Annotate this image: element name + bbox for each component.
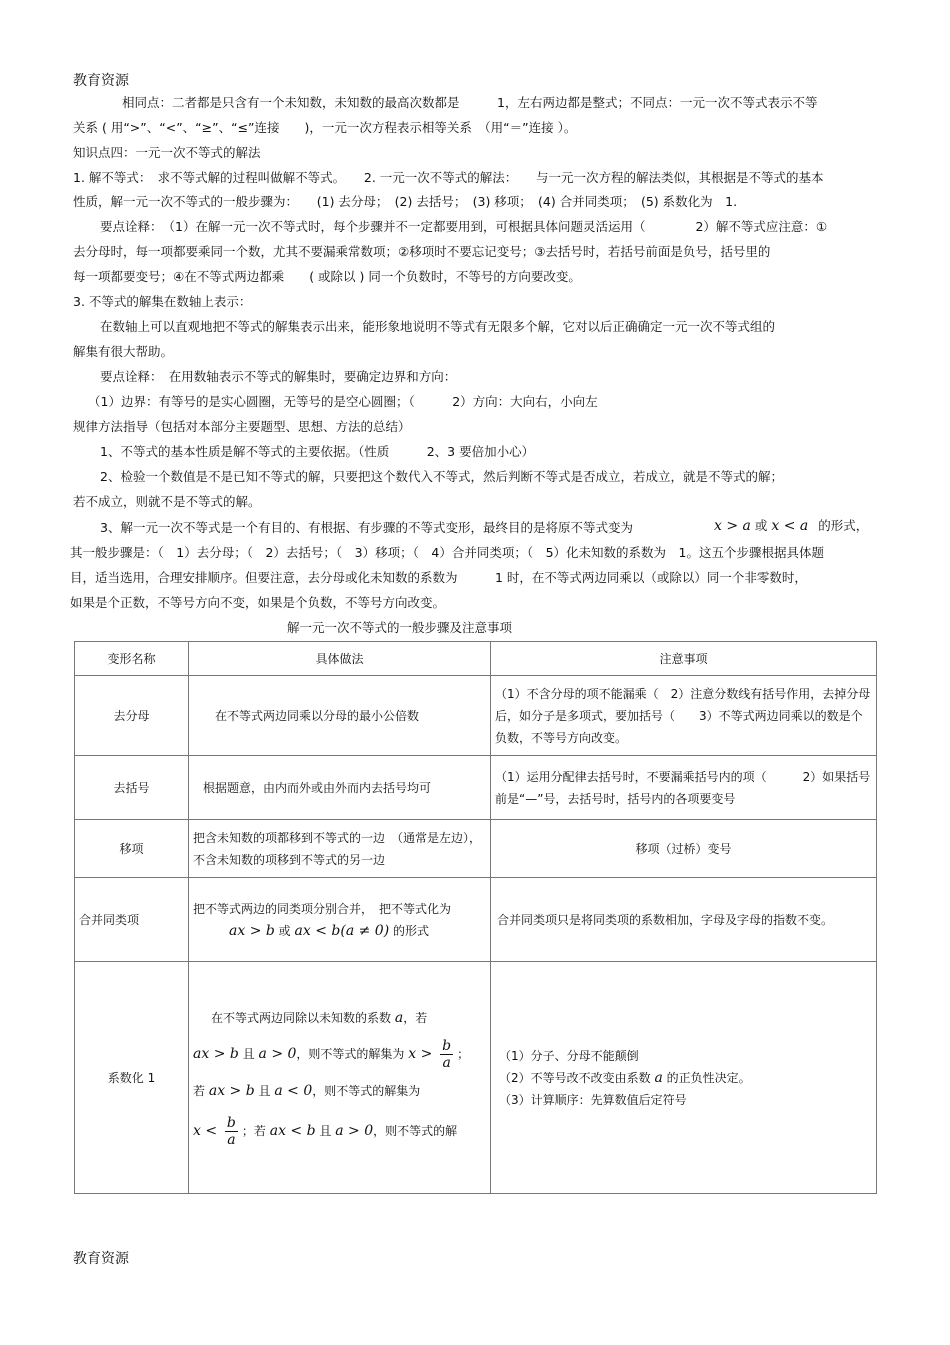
step-name: 合并同类项 [75, 878, 189, 962]
text-form: 的形式， [818, 518, 869, 533]
header-cell: 具体做法 [189, 642, 491, 676]
text-or: 或 [754, 518, 768, 533]
section-heading: 规律方法指导（包括对本部分主要题型、思想、方法的总结） [73, 419, 411, 434]
table-row [75, 820, 877, 878]
table-row [75, 756, 877, 820]
page-header: 教育资源 [73, 73, 129, 89]
step-note: （1）运用分配律去括号时，不要漏乘括号内的项（ 2）如果括号前是“—”号，去括号时，括号内的各项要变号 [491, 756, 877, 820]
text-line: 3、解一元一次不等式是一个有目的、有根据、有步骤的不等式变形，最终目的是将原不等式变为 [100, 520, 633, 535]
text-line: 在数轴上可以直观地把不等式的解集表示出来，能形象地说明不等式有无限多个解，它对以后正确确定一元一次不等式组的 [100, 319, 776, 334]
text-line: 要点诠释： 在用数轴表示不等式的解集时，要确定边界和方向： [100, 369, 457, 384]
step-method: 把含未知数的项都移到不等式的一边 （通常是左边），不含未知数的项移到不等式的另一边 [189, 820, 491, 878]
text-line: 关系 ( 用“>”、“<”、“≥”、“≤”连接 )，一元一次方程表示相等关系 （用“＝”连接 ）。 [73, 120, 577, 135]
text-line: 1. 解不等式： 求不等式解的过程叫做解不等式。 2. 一元一次不等式的解法： 与一元一次方程的解法类似，其根据是不等式的基本 [73, 170, 824, 185]
text-line: 相同点：二者都是只含有一个未知数，未知数的最高次数都是 1，左右两边都是整式；不同点：一元一次不等式表示不等 [122, 95, 818, 110]
note-line: （2）不等号改不改变由系数 a 的正负性决定。 [499, 1069, 751, 1086]
text-line: 要点诠释： （1）在解一元一次不等式时，每个步骤并不一定都要用到，可根据具体问题灵活运用（ 2）解不等式应注意：① [100, 219, 828, 234]
method-line: 在不等式两边同除以未知数的系数 a，若 [211, 1009, 428, 1026]
math-expr: ax > b [229, 922, 275, 939]
table-caption: 解一元一次不等式的一般步骤及注意事项 [287, 620, 513, 635]
page-footer: 教育资源 [73, 1251, 129, 1267]
step-name: 移项 [75, 820, 189, 878]
steps-table [74, 641, 877, 1194]
method-line: ax > b 且 a > 0，则不等式的解集为 x > $\frac{b}{a}$ ； [193, 1037, 470, 1071]
method-line [193, 920, 486, 942]
step-note [491, 962, 877, 1194]
table-row [75, 878, 877, 962]
math-inline [714, 517, 868, 535]
step-method: 在不等式两边同乘以分母的最小公倍数 [189, 676, 491, 756]
method-line: x < $\frac{b}{a}$ ；若 ax < b 且 a > 0，则不等式的解 [193, 1114, 458, 1148]
text-line: 每一项都要变号；④在不等式两边都乘 ( 或除以 ) 同一个负数时，不等号的方向要改变。 [73, 269, 581, 284]
step-note: （1）不含分母的项不能漏乘（ 2）注意分数线有括号作用，去掉分母后，如分子是多项式，要加括号（ 3）不等式两边同乘以的数是个负数，不等号方向改变。 [491, 676, 877, 756]
step-method [189, 962, 491, 1194]
math-expr: ax < b(a ≠ 0) [294, 922, 390, 939]
section-heading: 3. 不等式的解集在数轴上表示： [73, 294, 252, 309]
header-cell: 注意事项 [491, 642, 877, 676]
text-line: 性质，解一元一次不等式的一般步骤为： (1) 去分母； (2) 去括号； (3) 移项； (4) 合并同类项； (5) 系数化为 1. [73, 194, 738, 209]
math-a: a [394, 1009, 404, 1026]
math-x-lt-a: x < a [771, 518, 809, 534]
step-name: 去分母 [75, 676, 189, 756]
text-form: 的形式 [393, 923, 430, 938]
text-line: 目，适当选用，合理安排顺序。但要注意，去分母或化未知数的系数为 1 时，在不等式两边同乘以（或除以）同一个非零数时， [70, 570, 807, 585]
step-name: 去括号 [75, 756, 189, 820]
method-line: 把不等式两边的同类项分别合并， 把不等式化为 [193, 901, 452, 916]
text-or: 或 [278, 923, 291, 938]
note-line: （1）分子、分母不能颠倒 [499, 1048, 639, 1063]
table-row [75, 676, 877, 756]
step-method [189, 878, 491, 962]
text-line: 解集有很大帮助。 [73, 344, 174, 359]
text-line: （1）边界：有等号的是实心圆圈，无等号的是空心圆圈；（ 2）方向：大向右，小向左 [88, 394, 598, 409]
text-line: 如果是个正数，不等号方向不变，如果是个负数，不等号方向改变。 [70, 595, 446, 610]
step-note: 合并同类项只是将同类项的系数相加，字母及字母的指数不变。 [491, 878, 877, 962]
fraction-b-over-a: $\frac{b}{a}$ [442, 1037, 452, 1071]
table-header-row [75, 642, 877, 676]
text-line: 2、检验一个数值是不是已知不等式的解，只要把这个数代入不等式，然后判断不等式是否成立，若成立，就是不等式的解； [100, 469, 783, 484]
text-line: 若不成立，则就不是不等式的解。 [73, 494, 261, 509]
text-line: 其一般步骤是：（ 1）去分母；（ 2）去括号；（ 3）移项；（ 4）合并同类项；（ 5）化未知数的系数为 1。这五个步骤根据具体题 [70, 545, 824, 560]
step-name: 系数化 1 [75, 962, 189, 1194]
step-note: 移项（过桥）变号 [491, 820, 877, 878]
section-heading: 知识点四：一元一次不等式的解法 [73, 145, 261, 160]
text-line: 去分母时，每一项都要乘同一个数，尤其不要漏乘常数项；②移项时不要忘记变号；③去括号时，若括号前面是负号，括号里的 [73, 244, 771, 259]
text-line: 1、不等式的基本性质是解不等式的主要依据。（性质 2、3 要倍加小心） [100, 444, 535, 459]
method-line: 若 ax > b 且 a < 0，则不等式的解集为 [193, 1082, 421, 1099]
fraction-b-over-a: $\frac{b}{a}$ [226, 1114, 236, 1148]
table-row [75, 962, 877, 1194]
math-x-gt-a: x > a [714, 518, 751, 534]
step-method: 根据题意，由内而外或由外而内去括号均可 [189, 756, 491, 820]
header-cell: 变形名称 [75, 642, 189, 676]
note-line: （3）计算顺序：先算数值后定符号 [499, 1092, 687, 1107]
